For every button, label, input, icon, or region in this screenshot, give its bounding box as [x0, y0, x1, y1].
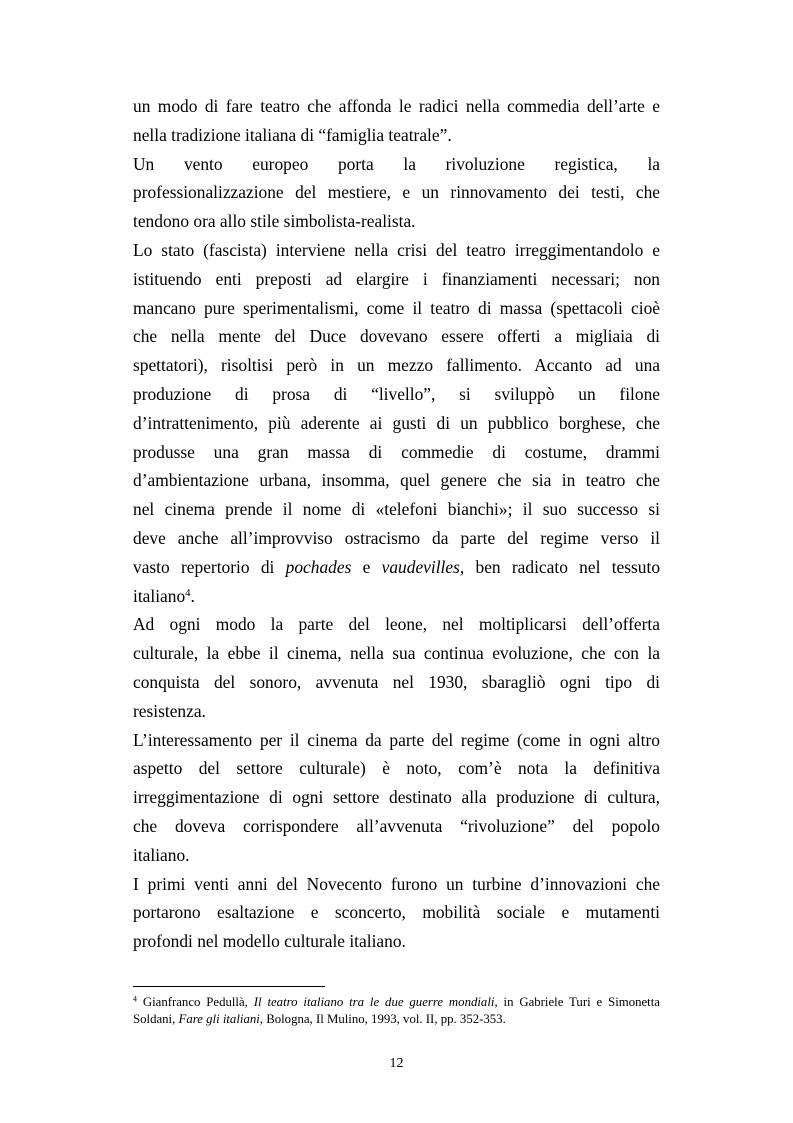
text-line: che doveva corrispondere all’avvenuta “rivoluzione” del popolo: [133, 815, 660, 836]
text-line: culturale, la ebbe il cinema, nella sua continua evoluzione, che con la: [133, 643, 660, 664]
text-run: , ben radicato nel tessuto: [459, 556, 661, 577]
text-run: vasto repertorio di: [133, 556, 286, 577]
text-line: I primi venti anni del Novecento furono un turbine d’innovazioni che: [133, 873, 660, 894]
text-run: , Bologna, Il Mulino, 1993, vol. II, pp. 352-353.: [259, 1012, 506, 1026]
text-line: tendono ora allo stile simbolista-realista.: [133, 211, 416, 232]
text-line: un modo di fare teatro che affonda le radici nella commedia dell’arte e: [133, 96, 660, 116]
text-run: italiano: [133, 585, 186, 606]
italic-term: pochades: [285, 556, 352, 577]
footnote-reference[interactable]: 4: [185, 586, 191, 599]
text-line: d’ambientazione urbana, insomma, quel genere che sia in teatro che: [133, 470, 660, 491]
text-line: Ad ogni modo la parte del leone, nel moltiplicarsi dell’offerta: [133, 614, 660, 635]
text-line: conquista del sonoro, avvenuta nel 1930, sbaragliò ogni tipo di: [133, 671, 660, 692]
paragraph: [133, 610, 660, 725]
book-title: Fare gli italiani: [178, 1012, 260, 1026]
text-line: irreggimentazione di ogni settore destinato alla produzione di cultura,: [133, 787, 660, 808]
footnote-line: [133, 994, 660, 1011]
text-line: spettatori), risoltisi però in un mezzo fallimento. Accanto ad una: [133, 355, 660, 376]
text-line: istituendo enti preposti ad elargire i finanziamenti necessari; non: [133, 268, 660, 289]
text-line: che nella mente del Duce dovevano essere offerti a migliaia di: [133, 326, 660, 347]
book-title: Il teatro italiano tra le due guerre mondiali: [253, 995, 495, 1009]
footnote: [133, 994, 660, 1028]
text-line: professionalizzazione del mestiere, e un rinnovamento dei testi, che: [133, 182, 660, 203]
text-line: L’interessamento per il cinema da parte del regime (come in ogni altro: [133, 729, 660, 750]
text-line: nel cinema prende il nome di «telefoni bianchi»; il suo successo si: [133, 499, 660, 520]
text-line: aspetto del settore culturale) è noto, com’è nota la definitiva: [133, 758, 660, 779]
text-line: italiano.: [133, 844, 190, 865]
paragraph: [133, 92, 660, 150]
paragraph: [133, 870, 660, 956]
text-line: [133, 582, 660, 611]
text-run: e: [351, 556, 382, 577]
text-line: deve anche all’improvviso ostracismo da parte del regime verso il: [133, 527, 660, 548]
text-line: [133, 553, 660, 582]
body-text: [133, 92, 660, 956]
text-line: nella tradizione italiana di “famiglia teatrale”.: [133, 124, 452, 145]
text-line: Un vento europeo porta la rivoluzione registica, la: [133, 153, 660, 174]
text-run: .: [190, 585, 195, 606]
italic-term: vaudevilles: [381, 556, 460, 577]
text-run: Soldani,: [133, 1012, 179, 1026]
text-line: profondi nel modello culturale italiano.: [133, 931, 406, 952]
text-line: produzione di prosa di “livello”, si sviluppò un filone: [133, 383, 660, 404]
text-run: Gianfranco Pedullà,: [136, 995, 254, 1009]
text-line: produsse una gran massa di commedie di costume, drammi: [133, 441, 660, 462]
text-line: portarono esaltazione e sconcerto, mobilità sociale e mutamenti: [133, 902, 660, 923]
text-run: , in Gabriele Turi e Simonetta: [494, 995, 660, 1009]
page-number: 12: [389, 1056, 404, 1071]
footnote-separator: [133, 986, 325, 987]
paragraph: [133, 150, 660, 236]
text-line: mancano pure sperimentalismi, come il teatro di massa (spettacoli cioè: [133, 297, 660, 318]
paragraph: [133, 726, 660, 870]
text-line: d’intrattenimento, più aderente ai gusti di un pubblico borghese, che: [133, 412, 660, 433]
paragraph: [133, 236, 660, 610]
text-line: resistenza.: [133, 700, 206, 721]
footnote-line: [133, 1011, 660, 1028]
text-line: Lo stato (fascista) interviene nella crisi del teatro irreggimentandolo e: [133, 239, 660, 260]
footnote-marker: 4: [133, 994, 137, 1004]
